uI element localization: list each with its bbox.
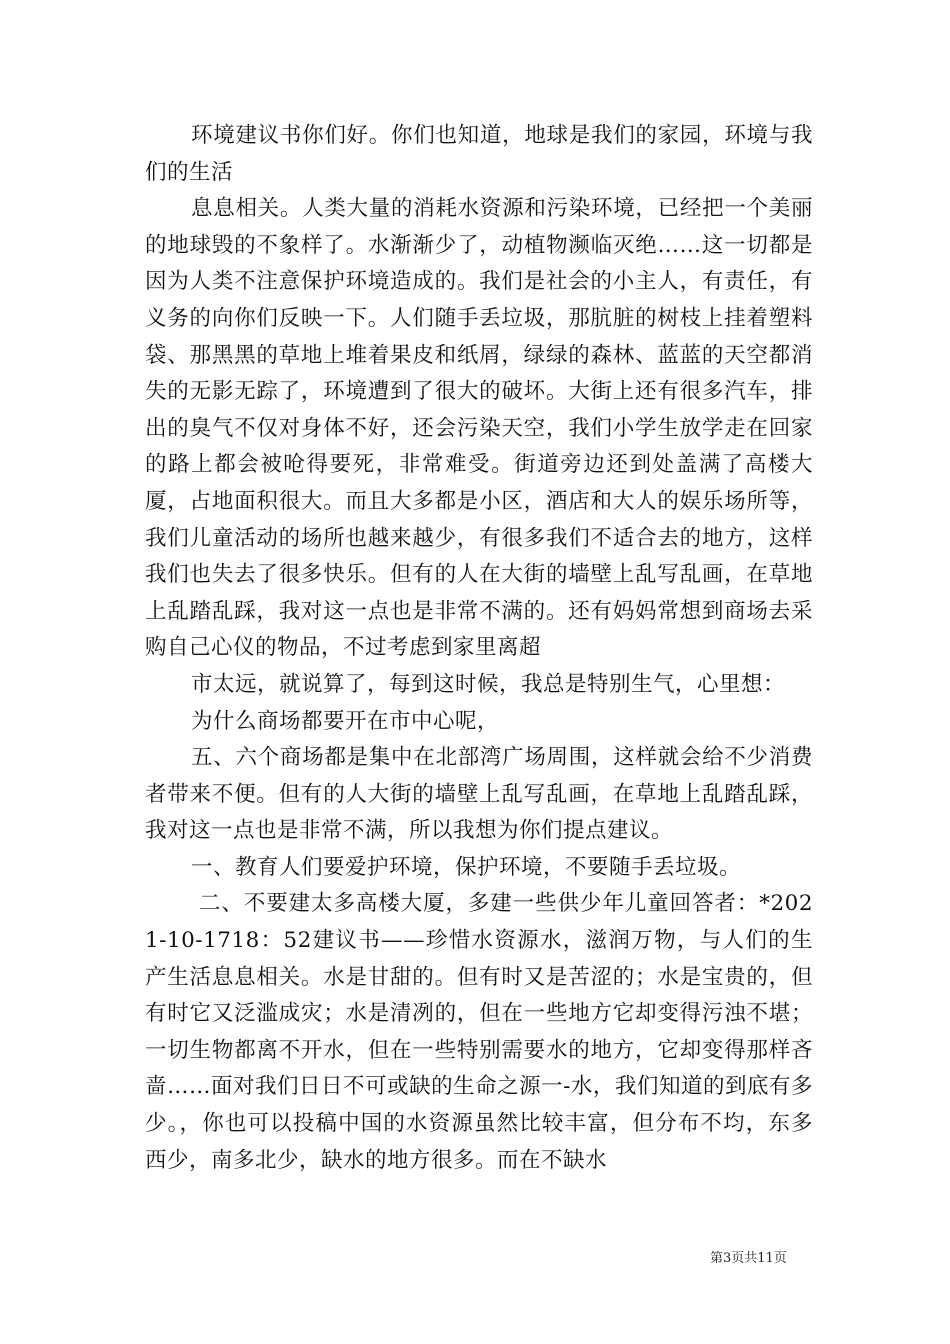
paragraph-suggestion-two: 二、不要建太多高楼大厦，多建一些供少年儿童回答者：*2021-10-1718：52建议书——珍惜水资源水，滋润万物，与人们的生产生活息息相关。水是甘甜的。但有时又是苦涩的；水是宝贵的，但有时它又泛滥成灾；水是清冽的，但在一些地方它却变得污浊不堪；一切生物都离不开水，但在一些特别需要水的地方，它却变得那样吝啬……面对我们日日不可或缺的生命之源一-水，我们知道的到底有多少。，你也可以投稿中国的水资源虽然比较丰富，但分布不均，东多西少，南多北少，缺水的地方很多。而在不缺水 [145,891,813,1173]
paragraph-intro: 环境建议书你们好。你们也知道，地球是我们的家园，环境与我们的生活 [145,123,813,185]
paragraph-supermarket: 市太远，就说算了，每到这时候，我总是特别生气，心里想： [191,671,786,697]
document-body [145,118,813,1179]
page-number: 第3页共11页 [710,1251,787,1266]
paragraph-malls: 五、六个商场都是集中在北部湾广场周围，这样就会给不少消费者带来不便。但有的人大街的墙壁上乱写乱画，在草地上乱踏乱踩，我对这一点也是非常不满，所以我想为你们提点建议。 [145,745,813,844]
paragraph-question: 为什么商场都要开在市中心呢， [191,708,500,734]
paragraph-suggestion-one: 一、教育人们要爱护环境，保护环境，不要随手丢垃圾。 [191,854,742,880]
paragraph-environment: 息息相关。人类大量的消耗水资源和污染环境，已经把一个美丽的地球毁的不象样了。水渐渐少了，动植物濒临灭绝……这一切都是因为人类不注意保护环境造成的。我们是社会的小主人，有责任，有义务的向你们反映一下。人们随手丢垃圾，那肮脏的树枝上挂着塑料袋、那黑黑的草地上堆着果皮和纸屑，绿绿的森林、蓝蓝的天空都消失的无影无踪了，环境遭到了很大的破坏。大街上还有很多汽车，排出的臭气不仅对身体不好，还会污染天空，我们小学生放学走在回家的路上都会被呛得要死，非常难受。街道旁边还到处盖满了高楼大厦，占地面积很大。而且大多都是小区，酒店和大人的娱乐场所等，我们儿童活动的场所也越来越少，有很多我们不适合去的地方，这样我们也失去了很多快乐。但有的人在大街的墙壁上乱写乱画，在草地上乱踏乱踩，我对这一点也是非常不满的。还有妈妈常想到商场去采购自己心仪的物品，不过考虑到家里离超 [145,196,813,661]
